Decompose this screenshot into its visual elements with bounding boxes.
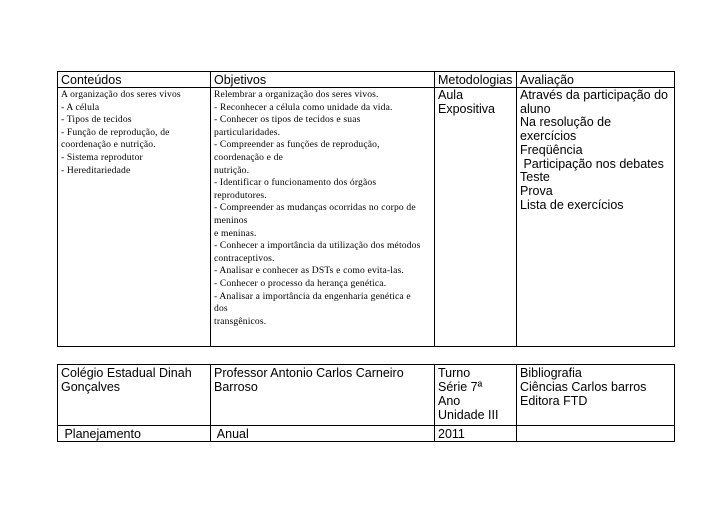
- objetivos-line: - Compreender as mudanças ocorridas no corpo de: [214, 202, 416, 214]
- conteudos-line: - Hereditariedade: [61, 164, 131, 176]
- turno-line: Ano: [438, 394, 461, 408]
- bibliografia-line: Bibliografia: [520, 366, 582, 380]
- objetivos-line: contraceptivos.: [214, 252, 275, 264]
- objetivos-line: Relembrar a organização dos seres vivos.: [214, 89, 379, 100]
- avaliacao-line: Participação nos debates: [520, 156, 664, 171]
- objetivos-line: - Conhecer o processo da herança genética.: [214, 277, 387, 289]
- header-objetivos: Objetivos: [211, 72, 435, 88]
- professor-line: Professor Antonio Carlos Carneiro: [214, 366, 404, 380]
- turno-line: Unidade III: [438, 408, 499, 422]
- avaliacao-line: Freqüência: [520, 142, 583, 157]
- objetivos-line: - Analisar a importância da engenharia genética e: [214, 290, 411, 302]
- bibliografia-line: Editora FTD: [520, 394, 588, 408]
- objetivos-line: nutrição.: [214, 164, 250, 176]
- avaliacao-line: Na resolução de: [520, 115, 612, 130]
- conteudos-line: coordenação e nutrição.: [61, 139, 156, 151]
- escola-cell: [58, 365, 211, 426]
- avaliacao-line: exercícios: [520, 129, 577, 144]
- conteudos-cell: [58, 88, 211, 347]
- avaliacao-line: Através da participação do: [520, 88, 669, 102]
- metodologias-line: Expositiva: [438, 101, 495, 116]
- professor-line: Barroso: [214, 380, 258, 394]
- objetivos-line: - Conhecer a importância da utilização dos métodos: [214, 240, 421, 252]
- header-conteudos: Conteúdos: [58, 72, 211, 88]
- metodologias-cell: [435, 88, 517, 347]
- objetivos-line: e meninas.: [214, 227, 257, 239]
- header-metodologias: Metodologias: [435, 72, 517, 88]
- objetivos-line: - Identificar o funcionamento dos órgãos: [214, 177, 377, 189]
- conteudos-line: - A célula: [61, 101, 100, 113]
- objetivos-line: reprodutores.: [214, 189, 267, 201]
- objetivos-line: particularidades.: [214, 126, 281, 138]
- turno-line: Série 7ª: [438, 380, 483, 394]
- anual-cell: Anual: [211, 426, 435, 442]
- turno-cell: [435, 365, 517, 426]
- header-avaliacao: Avaliação: [517, 72, 675, 88]
- conteudos-line: - Função de reprodução, de: [61, 126, 170, 138]
- objetivos-line: coordenação e de: [214, 151, 283, 163]
- conteudos-line: - Sistema reprodutor: [61, 151, 143, 163]
- objetivos-line: dos: [214, 303, 228, 315]
- conteudos-line: - Tipos de tecidos: [61, 114, 132, 126]
- conteudos-line: A organização dos seres vivos: [61, 89, 181, 100]
- avaliacao-line: Lista de exercícios: [520, 197, 624, 212]
- objetivos-line: meninos: [214, 214, 248, 226]
- empty-cell: [517, 426, 675, 442]
- objetivos-line: transgênicos.: [214, 315, 267, 327]
- avaliacao-line: aluno: [520, 101, 551, 116]
- objetivos-line: - Compreender as funções de reprodução,: [214, 139, 380, 151]
- professor-cell: [211, 365, 435, 426]
- metodologias-line: Aula: [438, 88, 464, 102]
- planning-table: [57, 71, 675, 347]
- objetivos-cell: [211, 88, 435, 347]
- avaliacao-cell: [517, 88, 675, 347]
- objetivos-line: - Analisar e conhecer as DSTs e como evita-las.: [214, 265, 404, 277]
- objetivos-line: - Reconhecer a célula como unidade da vida.: [214, 101, 393, 113]
- bibliografia-line: Ciências Carlos barros: [520, 380, 647, 394]
- turno-line: Turno: [438, 366, 471, 380]
- ano-cell: 2011: [435, 426, 517, 442]
- info-table: [57, 364, 675, 442]
- bibliografia-cell: [517, 365, 675, 426]
- planejamento-cell: Planejamento: [58, 426, 211, 442]
- objetivos-line: - Conhecer os tipos de tecidos e suas: [214, 114, 361, 126]
- avaliacao-line: Teste: [520, 170, 550, 185]
- avaliacao-line: Prova: [520, 183, 553, 198]
- escola-line: Gonçalves: [61, 380, 121, 394]
- escola-line: Colégio Estadual Dinah: [61, 366, 192, 380]
